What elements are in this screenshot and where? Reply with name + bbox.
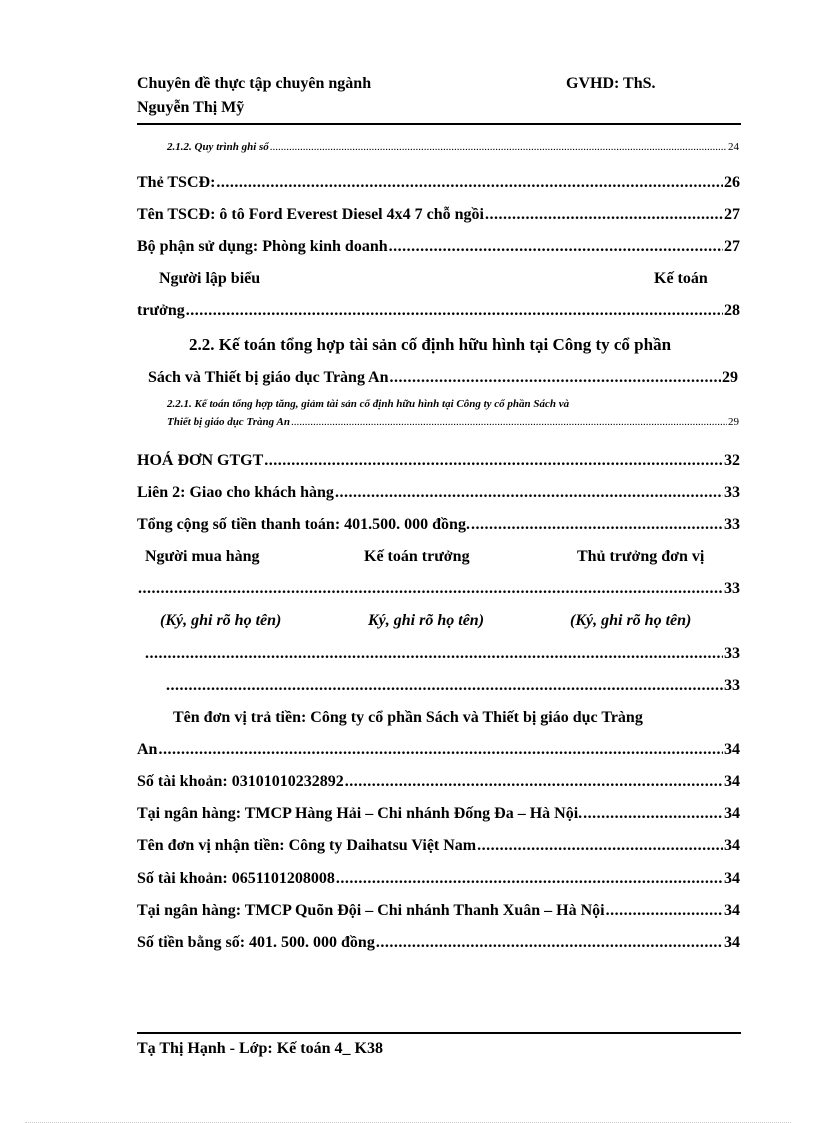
toc-entry[interactable]: 2.1.2. Quy trình ghi sổ ..... 24 bbox=[167, 141, 739, 153]
toc-entry[interactable]: Số tài khoản: 0651101208008 ..... 34 bbox=[137, 870, 740, 888]
header-rule bbox=[137, 123, 741, 125]
toc-entry[interactable]: ..... 33 bbox=[137, 580, 740, 598]
toc-entry[interactable]: Tổng cộng số tiền thanh toán: 401.500. 000 đồng. ..... 33 bbox=[137, 516, 740, 534]
toc-entry[interactable]: ..... 33 bbox=[144, 645, 740, 663]
footer-author: Tạ Thị Hạnh - Lớp: Kế toán 4_ K38 bbox=[137, 1040, 383, 1057]
payer-heading: Tên đơn vị trả tiền: Công ty cổ phần Sách và Thiết bị giáo dục Tràng bbox=[173, 709, 643, 726]
toc-section-heading: 2.2. Kế toán tổng hợp tài sản cố định hữu hình tại Công ty cổ phần bbox=[189, 335, 672, 354]
toc-entry[interactable]: Tên đơn vị nhận tiền: Công ty Daihatsu Việt Nam ..... 34 bbox=[137, 837, 740, 855]
toc-signer-left: Người lập biểu bbox=[159, 270, 261, 287]
toc-entry[interactable]: HOÁ ĐƠN GTGT ..... 32 bbox=[137, 452, 740, 470]
sign-note-2: Ký, ghi rõ họ tên) bbox=[368, 612, 485, 629]
toc-entry[interactable]: Sách và Thiết bị giáo dục Tràng An ..... 29 bbox=[148, 369, 738, 387]
toc-entry[interactable]: An ..... 34 bbox=[137, 741, 740, 759]
toc-entry[interactable]: Tên TSCĐ: ô tô Ford Everest Diesel 4x4 7 chỗ ngồi ..... 27 bbox=[137, 206, 740, 224]
toc-entry[interactable]: Tại ngân hàng: TMCP Hàng Hải – Chi nhánh Đống Đa – Hà Nội. ..... 34 bbox=[137, 805, 740, 823]
footer-rule bbox=[137, 1032, 741, 1034]
sign-note-1: (Ký, ghi rõ họ tên) bbox=[160, 612, 282, 629]
signer-head: Thủ trưởng đơn vị bbox=[577, 548, 705, 565]
toc-entry[interactable]: Liên 2: Giao cho khách hàng ..... 33 bbox=[137, 484, 740, 502]
toc-entry[interactable]: Thiết bị giáo dục Tràng An ..... 29 bbox=[167, 416, 739, 428]
signer-accountant: Kế toán trưởng bbox=[364, 548, 470, 565]
header-title: Chuyên đề thực tập chuyên ngành bbox=[137, 75, 372, 92]
toc-entry[interactable]: ..... 33 bbox=[165, 677, 740, 695]
header-advisor: GVHD: ThS. bbox=[566, 75, 656, 92]
toc-entry[interactable]: Số tiền bằng số: 401. 500. 000 đồng ..... 34 bbox=[137, 934, 740, 952]
toc-entry[interactable]: Bộ phận sử dụng: Phòng kinh doanh ..... 27 bbox=[137, 238, 740, 256]
toc-entry[interactable]: Số tài khoản: 03101010232892 ..... 34 bbox=[137, 773, 740, 791]
signer-buyer: Người mua hàng bbox=[145, 548, 260, 565]
sign-note-3: (Ký, ghi rõ họ tên) bbox=[570, 612, 692, 629]
toc-entry[interactable]: trưởng ..... 28 bbox=[137, 302, 740, 320]
toc-subsection: 2.2.1. Kế toán tổng hợp tăng, giảm tài sản cố định hữu hình tại Công ty cổ phần Sách và bbox=[167, 398, 570, 410]
toc-entry[interactable]: Tại ngân hàng: TMCP Quõn Đội – Chi nhánh Thanh Xuân – Hà Nội ..... 34 bbox=[137, 902, 740, 920]
toc-signer-right: Kế toán bbox=[654, 270, 708, 287]
toc-entry[interactable]: Thẻ TSCĐ: ..... 26 bbox=[137, 174, 740, 192]
header-advisor-name: Nguyễn Thị Mỹ bbox=[137, 99, 245, 116]
